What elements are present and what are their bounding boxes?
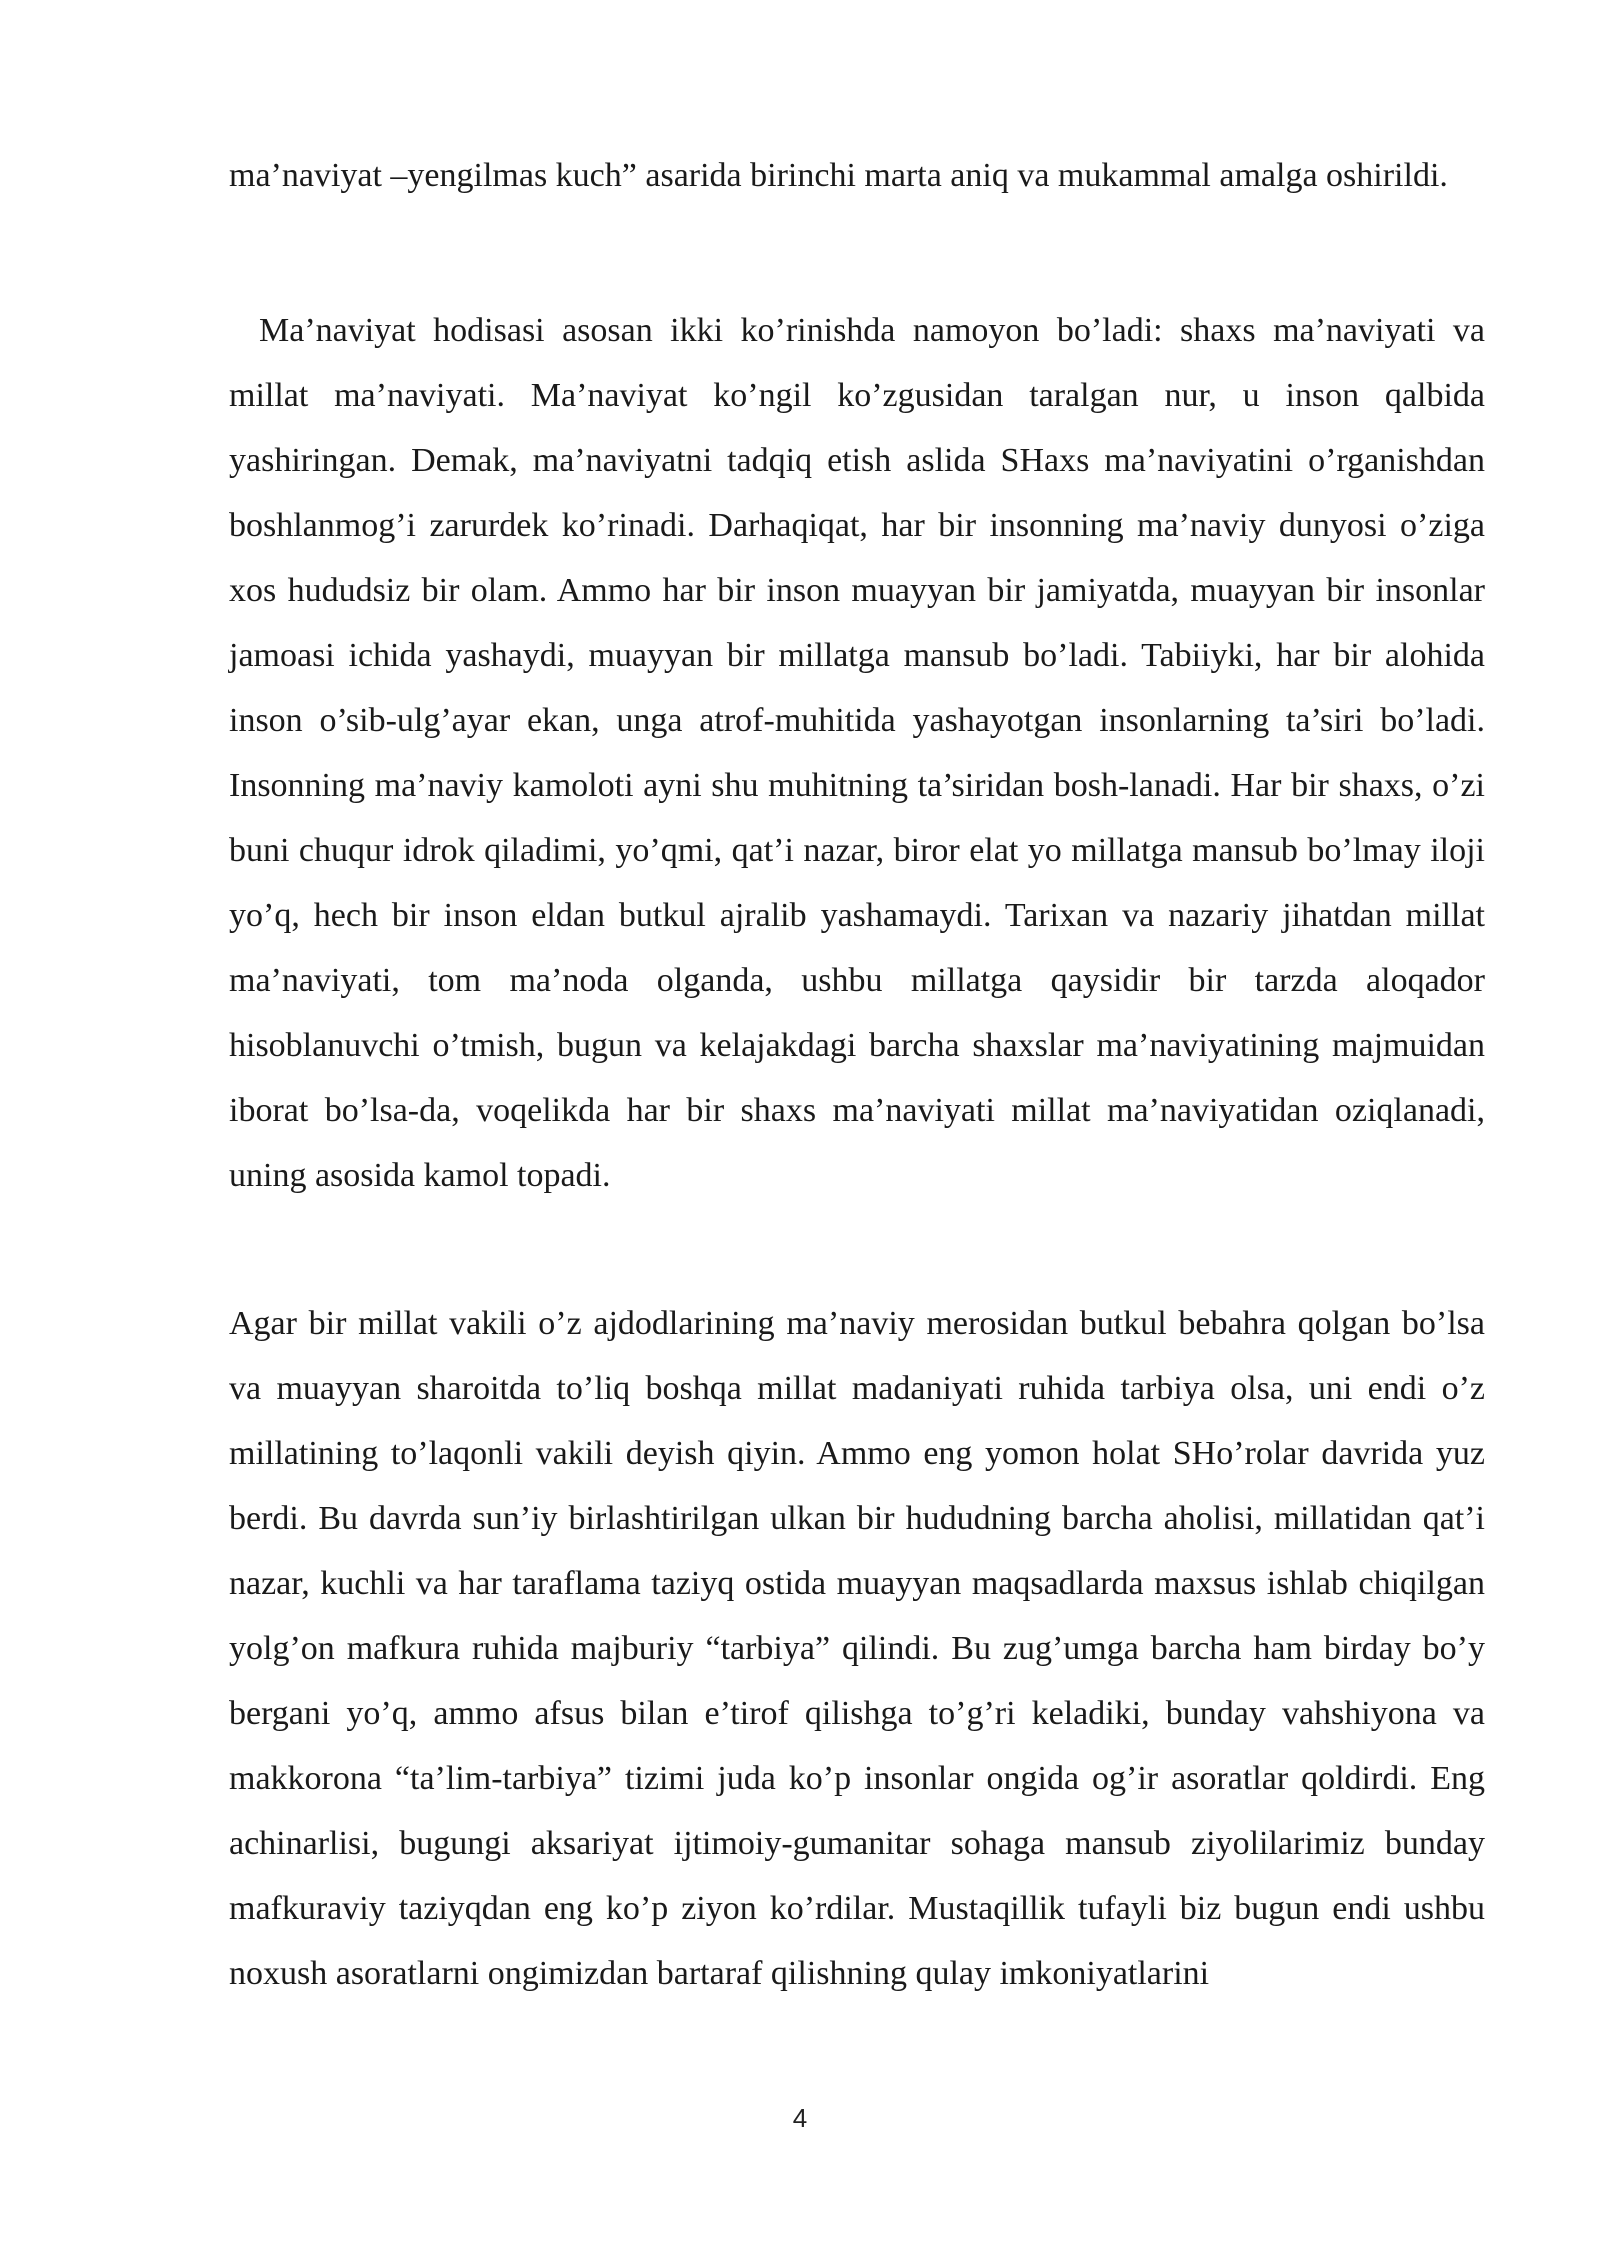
paragraph-spirituality-forms: Ma’naviyat hodisasi asosan ikki ko’rinishda namoyon bo’ladi: shaxs ma’naviyati va millat ma’naviyati. Ma’naviyat ko’ngil ko’zgusidan taralgan nur, u inson qalbida yashiringan. Demak, ma’naviyatni tadqiq etish aslida SHaxs ma’naviyatini o’rganishdan boshlanmog’i zarurdek ko’rinadi. Darhaqiqat, har bir insonning ma’naviy dunyosi o’ziga xos hududsiz bir olam. Ammo har bir inson muayyan bir jamiyatda, muayyan bir insonlar jamoasi ichida yashaydi, muayyan bir millatga mansub bo’ladi. Tabiiyki, har bir alohida inson o’sib-ulg’ayar ekan, unga atrof-muhitida yashayotgan insonlarning ta’siri bo’ladi. Insonning ma’naviy kamoloti ayni shu muhitning ta’siridan bosh-lanadi. Har bir shaxs, o’zi buni chuqur idrok qiladimi, yo’qmi, qat’i nazar, biror elat yo millatga mansub bo’lmay iloji yo’q, hech bir inson eldan butkul ajralib yashamaydi. Tarixan va nazariy jihatdan millat ma’naviyati, tom ma’noda olganda, ushbu millatga qaysidir bir tarzda aloqador hisoblanuvchi o’tmish, bugun va kelajakdagi barcha shaxslar ma’naviyatining majmuidan iborat bo’lsa-da, voqelikda har bir shaxs ma’naviyati millat ma’naviyatidan oziqlanadi, uning asosida kamol topadi. (229, 312, 1485, 1194)
page-number: 4 (792, 2103, 808, 2133)
paragraph-continuation: ma’naviyat –yengilmas kuch” asarida birinchi marta aniq va mukammal amalga oshirildi. (229, 157, 1448, 194)
paragraph-soviet-era: Agar bir millat vakili o’z ajdodlarining ma’naviy merosidan butkul bebahra qolgan bo’lsa va muayyan sharoitda to’liq boshqa millat madaniyati ruhida tarbiya olsa, uni endi o’z millatining to’laqonli vakili deyish qiyin. Ammo eng yomon holat SHo’rolar davrida yuz berdi. Bu davrda sun’iy birlashtirilgan ulkan bir hududning barcha aholisi, millatidan qat’i nazar, kuchli va har taraflama taziyq ostida muayyan maqsadlarda maxsus ishlab chiqilgan yolg’on mafkura ruhida majburiy “tarbiya” qilindi. Bu zug’umga barcha ham birday bo’y bergani yo’q, ammo afsus bilan e’tirof qilishga to’g’ri keladiki, bunday vahshiyona va makkorona “ta’lim-tarbiya” tizimi juda ko’p insonlar ongida og’ir asoratlar qoldirdi. Eng achinarlisi, bugungi aksariyat ijtimoiy-gumanitar sohaga mansub ziyolilarimiz bunday mafkuraviy taziyqdan eng ko’p ziyon ko’rdilar. Mustaqillik tufayli biz bugun endi ushbu noxush asoratlarni ongimizdan bartaraf qilishning qulay imkoniyatlarini (229, 1305, 1485, 1992)
